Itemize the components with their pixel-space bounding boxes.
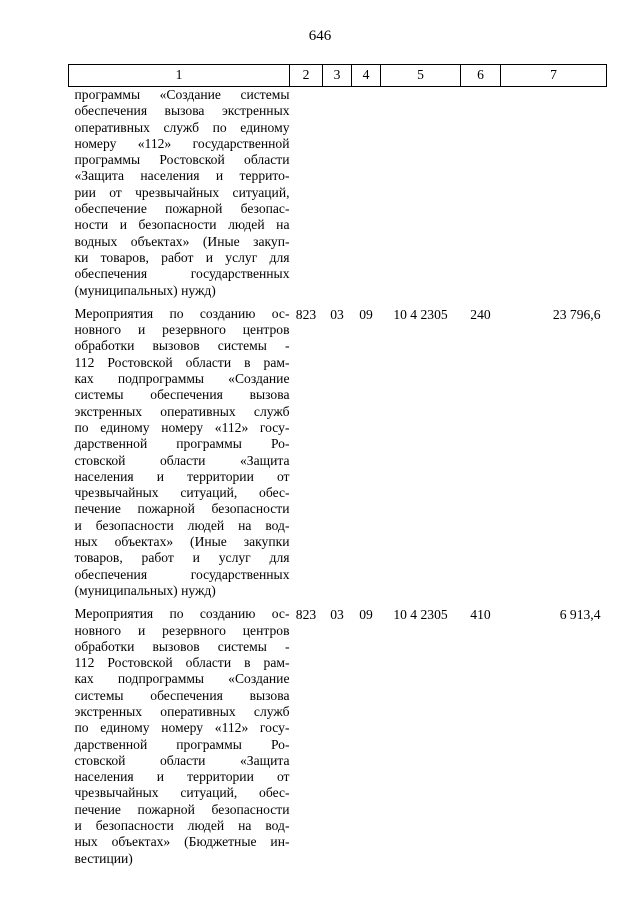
row-description — [69, 306, 290, 606]
description-line: новного и резервного центров — [74, 622, 290, 638]
description-line: ках подпрограммы «Создание — [74, 671, 290, 687]
cell-col5: 10 4 2305 — [393, 607, 448, 623]
cell-col3 — [323, 87, 352, 306]
cell-col7 — [501, 87, 607, 306]
description-line: ных объектах» (Иные закупки — [74, 534, 290, 550]
page-number: 646 — [308, 28, 332, 44]
description-line: Мероприятия по созданию ос- — [74, 606, 290, 622]
description-line: экстренных оперативных служб — [74, 403, 290, 419]
description-line: чрезвычайных ситуаций, обес- — [74, 785, 290, 801]
description-line: 112 Ростовской области в рам- — [74, 655, 290, 671]
description-line: печение пожарной безопасности — [74, 801, 290, 817]
cell-col6: 410 — [470, 607, 491, 623]
description-line: рии от чрезвычайных ситуаций, — [74, 184, 290, 200]
cell-col4 — [352, 87, 381, 306]
description-line: экстренных оперативных служб — [74, 703, 290, 719]
description-line: обеспечение пожарной безопас- — [74, 201, 290, 217]
description-line: населения и территории от — [74, 769, 290, 785]
description-line: обеспечения вызова экстренных — [74, 103, 290, 119]
description-line: и безопасности людей на вод- — [74, 517, 290, 533]
description-line: чрезвычайных ситуаций, обес- — [74, 485, 290, 501]
description-line: и безопасности людей на вод- — [74, 818, 290, 834]
row-description — [69, 87, 290, 306]
description-line: обработки вызовов системы - — [74, 338, 290, 354]
description-line: «Защита населения и террито- — [74, 168, 290, 184]
description-line: печение пожарной безопасности — [74, 501, 290, 517]
description-line: системы обеспечения вызова — [74, 687, 290, 703]
column-header-4: 4 — [352, 65, 381, 87]
description-line: Мероприятия по созданию ос- — [74, 305, 290, 321]
description-line: оперативных служб по единому — [74, 119, 290, 135]
description-line: населения и территории от — [74, 468, 290, 484]
description-line: ках подпрограммы «Создание — [74, 371, 290, 387]
description-line: 112 Ростовской области в рам- — [74, 354, 290, 370]
description-line: водных объектах» (Иные закуп- — [74, 233, 290, 249]
cell-col6 — [461, 87, 501, 306]
description-line: (муниципальных) нужд) — [74, 582, 216, 598]
description-line: новного и резервного центров — [74, 322, 290, 338]
table-row — [69, 306, 607, 606]
description-line: номеру «112» государственной — [74, 135, 290, 151]
column-header-5: 5 — [381, 65, 461, 87]
description-line: обеспечения государственных — [74, 266, 290, 282]
cell-col3: 03 — [330, 306, 344, 322]
table-row — [69, 87, 607, 306]
cell-col5: 10 4 2305 — [393, 306, 448, 322]
description-line: системы обеспечения вызова — [74, 387, 290, 403]
description-line: дарственной программы Ро- — [74, 436, 290, 452]
description-line: (муниципальных) нужд) — [74, 282, 216, 298]
cell-col7: 6 913,4 — [559, 607, 601, 623]
cell-col7: 23 796,6 — [552, 306, 601, 322]
cell-col3: 03 — [330, 607, 344, 623]
table-header-row — [69, 65, 607, 87]
row-description — [69, 606, 290, 874]
cell-col4: 09 — [359, 607, 373, 623]
cell-col2 — [290, 87, 323, 306]
description-line: обеспечения государственных — [74, 566, 290, 582]
cell-col2: 823 — [295, 607, 317, 623]
table-row — [69, 606, 607, 874]
description-line: программы «Создание системы — [74, 87, 290, 102]
description-line: ных объектах» (Бюджетные ин- — [74, 834, 290, 850]
column-header-7: 7 — [501, 65, 607, 87]
description-line: ности и безопасности людей на — [74, 217, 290, 233]
cell-col4: 09 — [359, 306, 373, 322]
table-body — [69, 87, 607, 874]
description-line: программы Ростовской области — [74, 152, 290, 168]
cell-col6: 240 — [470, 306, 491, 322]
column-header-6: 6 — [461, 65, 501, 87]
description-line: обработки вызовов системы - — [74, 638, 290, 654]
description-line: вестиции) — [74, 850, 133, 866]
column-header-3: 3 — [323, 65, 352, 87]
column-header-2: 2 — [290, 65, 323, 87]
description-line: по единому номеру «112» госу- — [74, 720, 290, 736]
column-header-1: 1 — [69, 65, 290, 87]
description-line: ки товаров, работ и услуг для — [74, 249, 290, 265]
budget-table — [68, 64, 607, 874]
description-line: по единому номеру «112» госу- — [74, 419, 290, 435]
description-line: товаров, работ и услуг для — [74, 550, 290, 566]
cell-col5 — [381, 87, 461, 306]
description-line: стовской области «Защита — [74, 752, 290, 768]
cell-col2: 823 — [295, 306, 317, 322]
description-line: дарственной программы Ро- — [74, 736, 290, 752]
description-line: стовской области «Защита — [74, 452, 290, 468]
